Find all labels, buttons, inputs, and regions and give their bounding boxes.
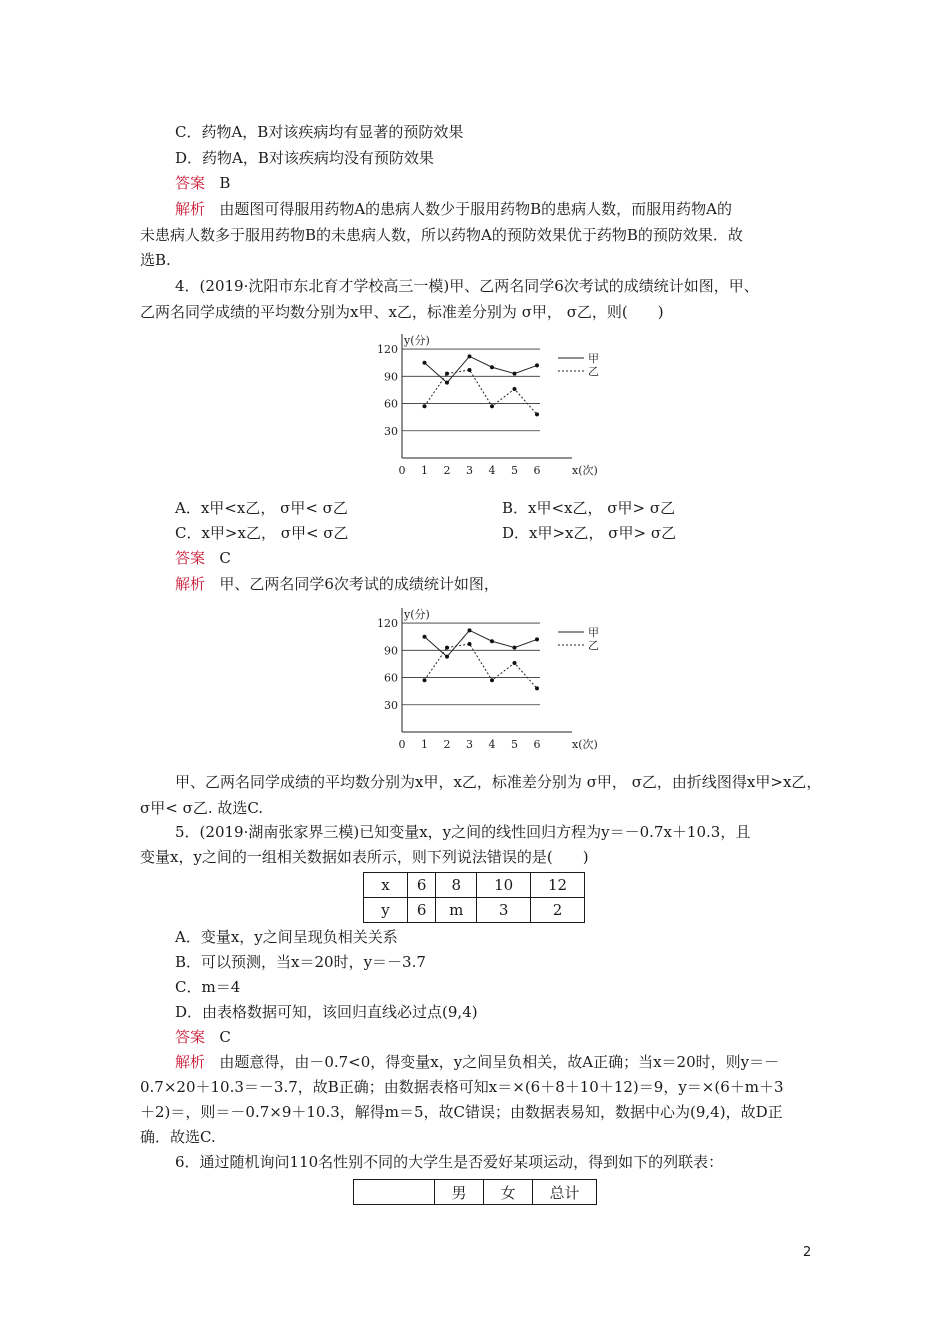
legend-label: 乙	[588, 639, 599, 652]
table-header-cell	[354, 1180, 435, 1205]
q4-option-b: B．x甲<x乙， σ甲> σ乙	[502, 499, 676, 517]
q3-analysis-line-3: 选B.	[140, 251, 171, 269]
q5-analysis-line-3: ＋2)＝，则＝－0.7×9＋10.3，解得m＝5，故C错误；由数据表易知，数据中心为(9,4)，故D正	[140, 1103, 783, 1121]
score-line-chart-2	[362, 604, 612, 754]
data-point	[423, 635, 427, 639]
x-axis-label: x(次)	[572, 738, 598, 751]
y-tick-label: 120	[377, 343, 398, 357]
analysis-text: 甲、乙两名同学6次考试的成绩统计如图，	[219, 575, 499, 593]
q5-analysis-line-2: 0.7×20＋10.3＝－3.7，故B正确；由数据表格可知x＝×(6＋8＋10＋12)＝9，y＝×(6＋m＋3	[140, 1078, 784, 1096]
analysis-label: 解析	[175, 575, 206, 593]
series-line-jia	[425, 630, 538, 656]
x-tick-label: 5	[511, 464, 518, 477]
table-cell: y	[364, 898, 408, 923]
x-tick-label: 0	[398, 738, 406, 751]
q4-stem-line-2: 乙两名同学成绩的平均数分别为x甲、x乙，标准差分别为 σ甲， σ乙，则( )	[140, 303, 664, 321]
data-point	[423, 678, 427, 682]
x-tick-label: 4	[488, 464, 496, 477]
q4-analysis-line-1	[175, 574, 499, 594]
table-header-cell: 女	[484, 1180, 533, 1205]
answer-label: 答案	[175, 549, 206, 567]
data-point	[490, 678, 494, 682]
analysis-text: 由题意得，由－0.7<0，得变量x，y之间呈负相关，故A正确；当x＝20时，则y＝－	[219, 1053, 780, 1071]
y-tick-label: 30	[384, 698, 398, 712]
data-point	[490, 404, 494, 408]
table-cell: 6	[408, 898, 436, 923]
table-row	[354, 1180, 597, 1205]
q5-data-table	[363, 872, 585, 923]
table-cell: x	[364, 873, 408, 898]
y-axis-label: y(分)	[404, 608, 430, 621]
x-axis-label: x(次)	[572, 464, 598, 477]
x-tick-label: 6	[533, 464, 541, 477]
page-number: 2	[803, 1245, 812, 1260]
y-tick-label: 90	[384, 644, 398, 658]
table-cell: m	[436, 898, 477, 923]
x-tick-label: 4	[488, 738, 496, 751]
data-point	[468, 368, 472, 372]
q5-option-d: D．由表格数据可知，该回归直线必过点(9,4)	[175, 1003, 478, 1021]
q5-stem-line-2: 变量x，y之间的一组相关数据如表所示，则下列说法错误的是( )	[140, 848, 589, 866]
data-point	[535, 363, 539, 367]
x-tick-label: 1	[421, 464, 428, 477]
data-point	[468, 628, 472, 632]
data-point	[445, 381, 449, 385]
y-tick-label: 90	[384, 370, 398, 384]
table-header-cell: 总计	[533, 1180, 597, 1205]
q5-analysis-line-4: 确．故选C.	[140, 1128, 216, 1146]
analysis-text: 由题图可得服用药物A的患病人数少于服用药物B的患病人数，而服用药物A的	[219, 200, 733, 218]
x-tick-label: 3	[466, 738, 473, 751]
q4-stem-line-1: 4．(2019·沈阳市东北育才学校高三一模)甲、乙两名同学6次考试的成绩统计如图，甲、	[175, 277, 759, 295]
data-point	[535, 686, 539, 690]
data-point	[535, 412, 539, 416]
answer-value: B	[219, 174, 231, 192]
q4-analysis-line-2: 甲、乙两名同学成绩的平均数分别为x甲，x乙，标准差分别为 σ甲， σ乙，由折线图得x甲>x乙，	[175, 773, 822, 791]
q3-option-d: D．药物A，B对该疾病均没有预防效果	[175, 149, 434, 167]
data-point	[513, 372, 517, 376]
data-point	[513, 661, 517, 665]
table-row	[364, 898, 585, 923]
y-axis-label: y(分)	[404, 334, 430, 347]
answer-label: 答案	[175, 174, 206, 192]
answer-value: C	[219, 1028, 231, 1046]
legend-label: 甲	[588, 626, 599, 639]
q3-answer	[175, 173, 230, 193]
x-tick-label: 3	[466, 464, 473, 477]
data-point	[445, 372, 449, 376]
y-tick-label: 60	[384, 671, 398, 685]
q4-answer	[175, 548, 231, 568]
table-row	[364, 873, 585, 898]
series-line-jia	[425, 356, 538, 382]
q3-option-c: C．药物A，B对该疾病均有显著的预防效果	[175, 123, 464, 141]
q3-analysis-line-2: 未患病人数多于服用药物B的未患病人数，所以药物A的预防效果优于药物B的预防效果．故	[140, 226, 743, 244]
data-point	[468, 354, 472, 358]
data-point	[423, 404, 427, 408]
legend-label: 甲	[588, 352, 599, 365]
data-point	[445, 646, 449, 650]
score-line-chart-1	[362, 330, 612, 480]
q5-stem-line-1: 5．(2019·湖南张家界三模)已知变量x，y之间的线性回归方程为y＝－0.7x＋10.3，且	[175, 823, 751, 841]
q6-contingency-table	[353, 1179, 597, 1205]
analysis-label: 解析	[175, 200, 206, 218]
q5-analysis-line-1	[175, 1052, 779, 1072]
analysis-label: 解析	[175, 1053, 206, 1071]
q4-option-c: C．x甲>x乙， σ甲< σ乙	[175, 524, 349, 542]
table-cell: 12	[531, 873, 585, 898]
data-point	[513, 387, 517, 391]
data-point	[445, 655, 449, 659]
data-point	[513, 646, 517, 650]
q5-option-a: A．变量x，y之间呈现负相关关系	[175, 928, 398, 946]
q4-analysis-line-3: σ甲< σ乙. 故选C.	[140, 799, 264, 817]
q4-option-d: D．x甲>x乙， σ甲> σ乙	[502, 524, 677, 542]
table-cell: 10	[477, 873, 531, 898]
table-cell: 6	[408, 873, 436, 898]
x-tick-label: 6	[533, 738, 541, 751]
data-point	[468, 642, 472, 646]
table-cell: 8	[436, 873, 477, 898]
data-point	[535, 637, 539, 641]
data-point	[490, 365, 494, 369]
q5-answer	[175, 1027, 231, 1047]
table-cell: 3	[477, 898, 531, 923]
q3-analysis-line-1	[175, 199, 732, 219]
data-point	[423, 361, 427, 365]
answer-label: 答案	[175, 1028, 206, 1046]
q6-stem: 6．通过随机询问110名性别不同的大学生是否爱好某项运动，得到如下的列联表：	[175, 1153, 724, 1171]
x-tick-label: 5	[511, 738, 518, 751]
y-tick-label: 60	[384, 397, 398, 411]
x-tick-label: 1	[421, 738, 428, 751]
x-tick-label: 2	[443, 738, 451, 751]
table-header-cell: 男	[435, 1180, 484, 1205]
q4-option-a: A．x甲<x乙， σ甲< σ乙	[175, 499, 348, 517]
data-point	[490, 639, 494, 643]
y-tick-label: 30	[384, 424, 398, 438]
q5-option-b: B．可以预测，当x＝20时，y＝－3.7	[175, 953, 426, 971]
legend-label: 乙	[588, 365, 599, 378]
q5-option-c: C．m＝4	[175, 978, 241, 996]
x-tick-label: 0	[398, 464, 406, 477]
x-tick-label: 2	[443, 464, 451, 477]
table-cell: 2	[531, 898, 585, 923]
answer-value: C	[219, 549, 231, 567]
y-tick-label: 120	[377, 617, 398, 631]
